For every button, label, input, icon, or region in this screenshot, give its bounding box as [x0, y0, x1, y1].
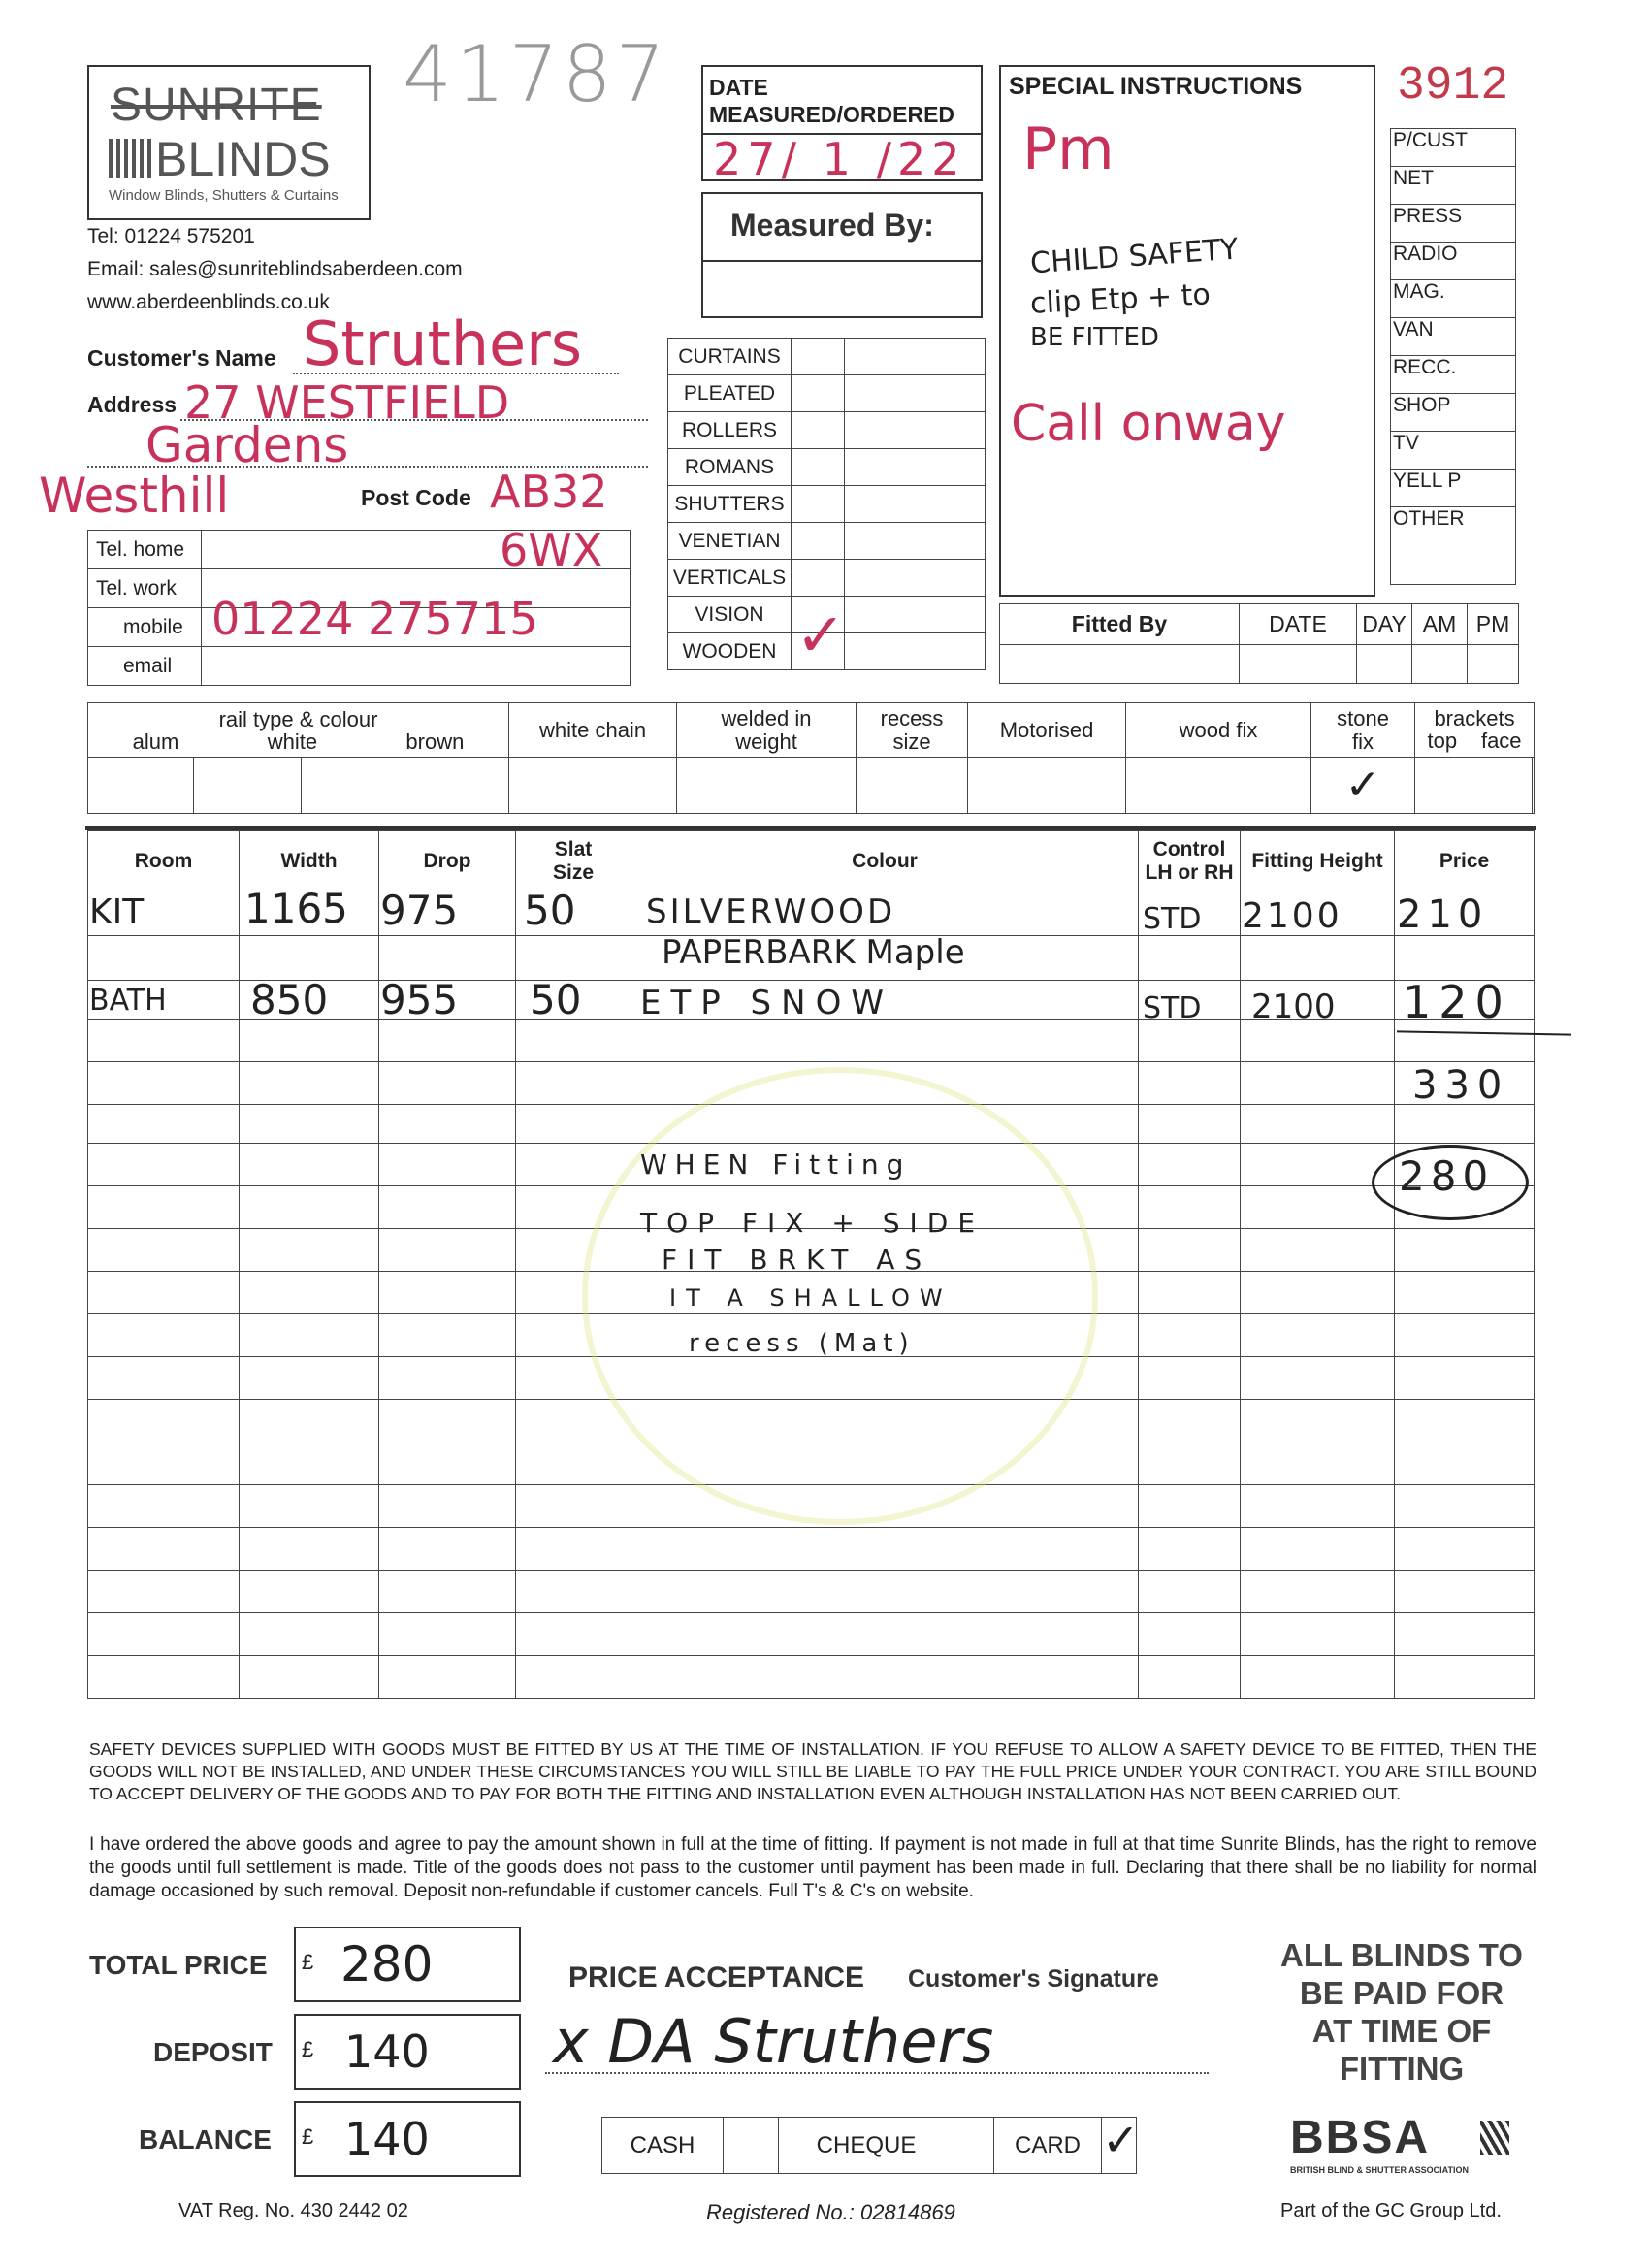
source-label: PRESS — [1391, 205, 1471, 243]
product-label: VISION — [668, 597, 792, 633]
registered-number: Registered No.: 02814869 — [706, 2200, 955, 2224]
product-checkbox[interactable] — [792, 449, 845, 486]
source-label: RADIO — [1391, 243, 1471, 280]
note-line-4: IT A SHALLOW — [669, 1284, 953, 1312]
tel-work-label: Tel. work — [88, 569, 202, 608]
row2-colour: ETP SNOW — [640, 984, 893, 1022]
source-row — [1391, 432, 1516, 470]
customer-signature-label: Customer's Signature — [908, 1965, 1159, 1993]
source-row — [1391, 129, 1516, 167]
customer-signature: x DA Struthers — [553, 2006, 994, 2077]
fitted-box — [999, 603, 1519, 684]
source-label: NET — [1391, 167, 1471, 205]
customer-name: Struthers — [303, 308, 582, 379]
date-label-1: DATE — [709, 75, 768, 100]
table-row — [88, 1528, 1535, 1571]
product-qty — [845, 339, 986, 375]
product-qty — [845, 449, 986, 486]
row1-slat: 50 — [524, 887, 576, 934]
product-label: VENETIAN — [668, 523, 792, 560]
source-row — [1391, 167, 1516, 205]
welded-cell — [677, 703, 857, 758]
special-instructions-box — [999, 65, 1375, 597]
all-blinds-line-1: ALL BLINDS TO — [1280, 1937, 1523, 1973]
total-price-value: 280 — [340, 1936, 434, 1993]
group-note: Part of the GC Group Ltd. — [1280, 2200, 1502, 2221]
all-blinds-line-3: AT TIME OF — [1311, 2013, 1492, 2049]
product-qty — [845, 597, 986, 633]
stone-label-1: stone — [1337, 705, 1389, 730]
note-line-5: recess (Mat) — [689, 1329, 915, 1358]
source-row — [1391, 356, 1516, 394]
source-label: RECC. — [1391, 356, 1471, 394]
product-label: PLEATED — [668, 375, 792, 412]
fitted-by-label: Fitted By — [1000, 604, 1240, 645]
all-blinds-notice — [1251, 1936, 1552, 2088]
all-blinds-line-2: BE PAID FOR — [1299, 1975, 1504, 2011]
product-row — [668, 523, 986, 560]
source-checkbox[interactable] — [1471, 432, 1516, 470]
card-label: CARD — [994, 2118, 1102, 2174]
balance-box — [294, 2101, 521, 2177]
header-width: Width — [240, 831, 379, 891]
postcode-1: AB32 — [490, 466, 608, 518]
header-fitting: Fitting Height — [1241, 831, 1395, 891]
product-label: SHUTTERS — [668, 486, 792, 523]
header-control-1: Control — [1152, 837, 1226, 860]
row1-price: 210 — [1397, 892, 1489, 937]
row1-control: STD — [1143, 902, 1202, 936]
special-line-5: Call onway — [1011, 395, 1286, 453]
product-qty — [845, 633, 986, 670]
measured-by-box — [701, 192, 983, 318]
source-checkbox[interactable] — [1471, 280, 1516, 318]
balance-value: 140 — [344, 2113, 430, 2165]
wood-fix-label: wood fix — [1126, 703, 1311, 758]
address-line-3: Westhill — [39, 468, 230, 524]
deposit-label: DEPOSIT — [153, 2037, 273, 2067]
source-checkbox[interactable] — [1471, 129, 1516, 167]
cheque-checkbox — [954, 2118, 994, 2174]
deposit-value: 140 — [344, 2025, 430, 2078]
fitted-am-label: AM — [1412, 604, 1468, 645]
logo-tagline: Window Blinds, Shutters & Curtains — [109, 187, 339, 204]
source-row — [1391, 205, 1516, 243]
source-checkbox[interactable] — [1471, 394, 1516, 432]
row2-price: 120 — [1403, 976, 1511, 1028]
source-checkbox[interactable] — [1471, 167, 1516, 205]
phones-box — [87, 530, 630, 686]
balance-label: BALANCE — [139, 2124, 272, 2155]
options-table — [87, 702, 1535, 814]
brown-label: brown — [405, 729, 465, 754]
source-checkbox[interactable] — [1471, 356, 1516, 394]
row1-drop: 975 — [380, 887, 459, 934]
product-checkbox[interactable] — [792, 339, 845, 375]
contact-web: www.aberdeenblinds.co.uk — [87, 291, 330, 313]
stone-fix-tick-icon: ✓ — [1344, 761, 1381, 810]
table-row — [88, 1613, 1535, 1656]
row1-colour-2: PAPERBARK Maple — [662, 933, 965, 972]
fitted-date-label: DATE — [1240, 604, 1357, 645]
recess-cell — [857, 703, 968, 758]
special-line-1: Pm — [1022, 115, 1115, 183]
address-line-1: 27 WESTFIELD — [184, 376, 510, 429]
row2-control: STD — [1143, 991, 1202, 1025]
header-colour: Colour — [631, 831, 1139, 891]
header-slat-2: Size — [552, 860, 595, 884]
deposit-currency: £ — [302, 2037, 314, 2061]
row1-width: 1165 — [244, 885, 348, 932]
product-row — [668, 486, 986, 523]
bbsa-name: BRITISH BLIND & SHUTTER ASSOCIATION — [1290, 2165, 1469, 2175]
email-value — [202, 647, 630, 686]
brackets-face-label: face — [1480, 728, 1522, 753]
header-control — [1139, 831, 1241, 891]
product-checkbox[interactable] — [792, 375, 845, 412]
cash-checkbox — [724, 2118, 779, 2174]
source-label: TV — [1391, 432, 1471, 470]
date-box — [701, 65, 983, 185]
source-label: OTHER — [1391, 507, 1516, 585]
card-tick-icon: ✓ — [1102, 2114, 1140, 2166]
alum-label: alum — [132, 729, 179, 754]
product-qty — [845, 560, 986, 597]
stone-fix-tick-cell — [1311, 758, 1415, 814]
white-chain-label: white chain — [509, 703, 677, 758]
row2-room: BATH — [89, 984, 167, 1018]
stone-cell — [1311, 703, 1415, 758]
brackets-top-label: top — [1427, 728, 1458, 753]
product-label: CURTAINS — [668, 339, 792, 375]
source-row — [1391, 507, 1516, 585]
table-row — [88, 1571, 1535, 1613]
postcode-label: Post Code — [361, 485, 471, 510]
file-number: 41787 — [403, 29, 669, 119]
source-row — [1391, 470, 1516, 507]
source-label: YELL P — [1391, 470, 1471, 507]
product-row — [668, 449, 986, 486]
row2-drop: 955 — [380, 976, 459, 1023]
terms-safety: SAFETY DEVICES SUPPLIED WITH GOODS MUST BE FITTED BY US AT THE TIME OF INSTALLATION. IF YOU REFUSE TO ALLOW A SAFETY DEVICE TO BE FITTED, THEN THE GOODS WILL NOT BE INSTALLED, AND UNDER THESE CIRCUMSTANCES YOU WILL STILL BE LIABLE TO PAY THE FULL PRICE UNDER YOUR CONTRACT. YOU ARE STILL BOUND TO ACCEPT DELIVERY OF THE GOODS AND TO PAY FOR BOTH THE FITTING AND INSTALLATION EVEN ALTHOUGH INSTALLATION HAS NOT BEEN CARRIED OUT. — [89, 1739, 1536, 1803]
final-price: 280 — [1399, 1152, 1495, 1200]
source-label: SHOP — [1391, 394, 1471, 432]
postcode-2: 6WX — [500, 524, 603, 576]
wooden-tick-icon: ✓ — [795, 602, 846, 669]
source-checkbox[interactable] — [1471, 470, 1516, 507]
row2-fitting: 2100 — [1251, 988, 1336, 1026]
contact-email: Email: sales@sunriteblindsaberdeen.com — [87, 258, 463, 280]
total-price-box — [294, 1927, 521, 2002]
source-checkbox[interactable] — [1471, 243, 1516, 280]
payment-methods — [601, 2114, 1140, 2174]
source-row — [1391, 243, 1516, 280]
form-number: 3912 — [1397, 60, 1509, 113]
all-blinds-line-4: FITTING — [1339, 2051, 1465, 2087]
balance-currency: £ — [302, 2124, 314, 2149]
address-label: Address — [87, 392, 178, 417]
deposit-box — [294, 2014, 521, 2090]
mobile-value-cell — [202, 593, 630, 647]
product-qty — [845, 523, 986, 560]
total-price-label: TOTAL PRICE — [89, 1950, 268, 1980]
bbsa-text: BBSA — [1290, 2112, 1431, 2163]
product-row — [668, 412, 986, 449]
source-label: MAG. — [1391, 280, 1471, 318]
source-row — [1391, 280, 1516, 318]
date-label-2: MEASURED/ORDERED — [709, 102, 955, 127]
bbsa-logo — [1290, 2112, 1513, 2175]
source-checkbox[interactable] — [1471, 318, 1516, 356]
email-label: email — [88, 647, 202, 686]
product-checkbox[interactable] — [792, 412, 845, 449]
bbsa-slash-icon — [1480, 2121, 1509, 2155]
product-qty — [845, 486, 986, 523]
row2-width: 850 — [250, 976, 329, 1023]
rail-type-cell — [88, 703, 509, 758]
recess-label-1: recess — [880, 705, 944, 730]
card-checkbox — [1102, 2114, 1140, 2174]
terms-payment: I have ordered the above goods and agree to pay the amount shown in full at the time of fitting. If payment is not made in full at that time Sunrite Blinds, has the right to remove the goods until full settlement is made. Title of the goods does not pass to the customer until payment has been made in full. Declaring that there shall be no liability for normal damage occasioned by such removal. Deposit non-refundable if customer cancels. Full T's & C's on website. — [89, 1834, 1536, 1901]
price-acceptance-label: PRICE ACCEPTANCE — [568, 1961, 865, 1993]
brackets-cell — [1415, 703, 1535, 758]
cheque-label: CHEQUE — [779, 2118, 954, 2174]
mobile-value: 01224 275715 — [211, 593, 538, 645]
table-row — [88, 1656, 1535, 1699]
row1-colour: SILVERWOOD — [646, 892, 896, 931]
header-slat-1: Slat — [554, 837, 593, 860]
special-line-3: clip Etp + to — [1029, 277, 1212, 321]
product-checkbox[interactable] — [792, 486, 845, 523]
product-row — [668, 375, 986, 412]
tel-home-label: Tel. home — [88, 531, 202, 569]
product-checkbox[interactable] — [792, 523, 845, 560]
subtotal: 330 — [1412, 1063, 1510, 1108]
order-table-header — [88, 831, 1535, 891]
source-checkbox[interactable] — [1471, 205, 1516, 243]
note-line-1: WHEN Fitting — [640, 1149, 912, 1181]
header-room: Room — [88, 831, 240, 891]
special-line-2: CHILD SAFETY — [1029, 232, 1240, 281]
product-label: WOODEN — [668, 633, 792, 670]
note-line-2: TOP FIX + SIDE — [640, 1207, 986, 1239]
row2-slat: 50 — [530, 976, 582, 1023]
row1-room: KIT — [89, 892, 145, 932]
source-label: P/CUST — [1391, 129, 1471, 167]
total-currency: £ — [302, 1950, 314, 1974]
brackets-label: brackets — [1434, 705, 1515, 730]
logo-blinds: BLINDS — [155, 132, 331, 186]
product-label: VERTICALS — [668, 560, 792, 597]
product-checkbox[interactable] — [792, 560, 845, 597]
header-control-2: LH or RH — [1145, 860, 1234, 884]
source-list — [1390, 128, 1516, 585]
header-price: Price — [1395, 831, 1535, 891]
header-slat — [516, 831, 631, 891]
motorised-label: Motorised — [968, 703, 1126, 758]
measured-by-label: Measured By: — [730, 208, 934, 243]
vat-number: VAT Reg. No. 430 2442 02 — [178, 2200, 408, 2221]
row1-fitting: 2100 — [1242, 896, 1342, 936]
source-row — [1391, 394, 1516, 432]
mobile-label: mobile — [88, 608, 202, 647]
recess-label-2: size — [892, 729, 931, 754]
special-line-4: BE FITTED — [1030, 323, 1159, 352]
contact-tel: Tel: 01224 575201 — [87, 225, 255, 247]
product-label: ROLLERS — [668, 412, 792, 449]
customer-name-label: Customer's Name — [87, 345, 276, 371]
note-line-3: FIT BRKT AS — [662, 1244, 932, 1276]
fitted-pm-label: PM — [1468, 604, 1519, 645]
stone-label-2: fix — [1352, 729, 1374, 754]
product-qty — [845, 375, 986, 412]
product-row — [668, 560, 986, 597]
fitted-day-label: DAY — [1357, 604, 1412, 645]
white-label: white — [267, 729, 318, 754]
product-qty — [845, 412, 986, 449]
logo-bars-icon — [109, 139, 151, 178]
product-row — [668, 339, 986, 375]
date-value: 27/ 1 /22 — [713, 133, 966, 185]
rail-label: rail type & colour — [218, 706, 378, 731]
tel-home-value — [202, 531, 630, 569]
welded-label-2: weight — [735, 729, 797, 754]
cash-label: CASH — [602, 2118, 724, 2174]
special-instructions-label: SPECIAL INSTRUCTIONS — [1009, 73, 1303, 100]
welded-label-1: welded in — [721, 705, 812, 730]
header-drop: Drop — [379, 831, 516, 891]
company-logo — [87, 65, 371, 220]
source-row — [1391, 318, 1516, 356]
logo-sunrite: SUNRITE — [111, 80, 322, 131]
product-label: ROMANS — [668, 449, 792, 486]
address-line-2: Gardens — [146, 417, 349, 473]
source-label: VAN — [1391, 318, 1471, 356]
